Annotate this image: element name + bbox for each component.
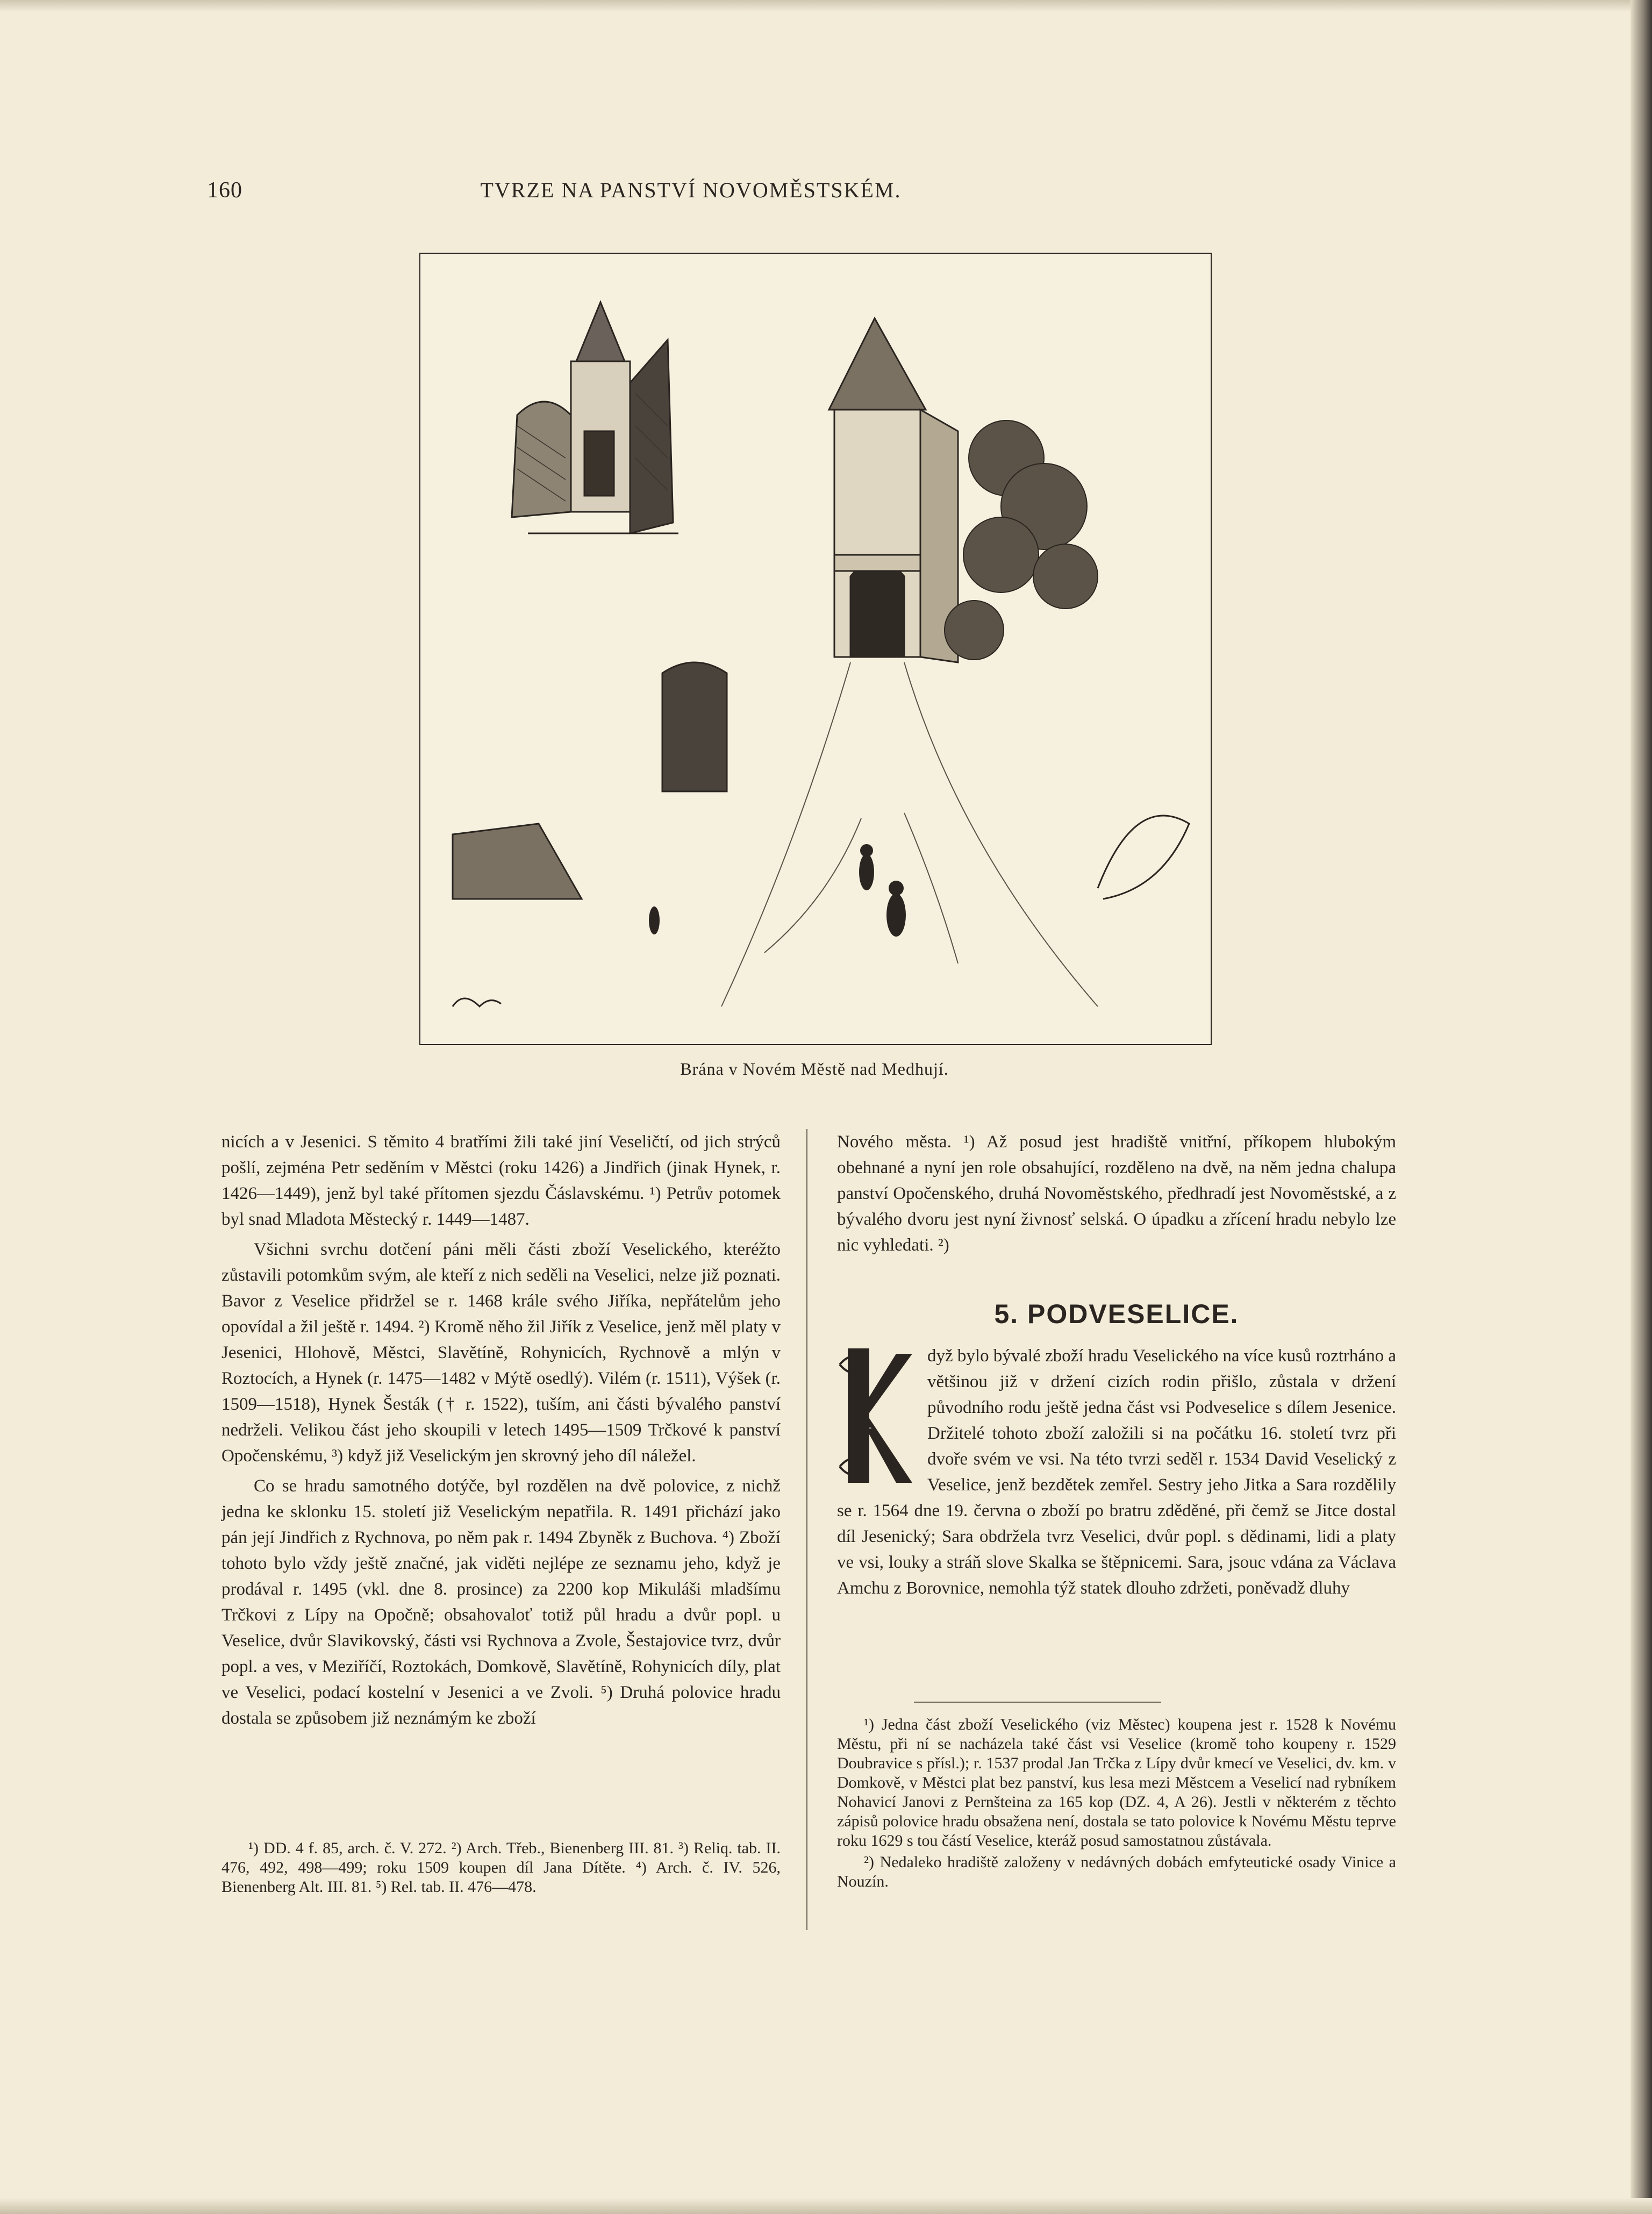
paragraph: nicích a v Jesenici. S těmito 4 bratřími žili také jiní Veseličtí, od jich strýců pošlí, zejména Petr seděním v Městci (roku 1426) a Jindřich (jinak Hynek, r. 1426—1449), jenž byl také přítomen sjezdu Čáslavskému. ¹) Petrův potomek byl snad Mladota Městecký r. 1449—1487. [221, 1132, 781, 1229]
page-header [207, 177, 1046, 210]
page-gutter [1630, 0, 1652, 2214]
footnote-rule [914, 1702, 1161, 1703]
page-top-edge [0, 0, 1652, 12]
gate-engraving-icon [420, 254, 1211, 1044]
paragraph: dyž bylo bývalé zboží hradu Veselického na více kusů roztrháno a většinou již v držení cizích rodin přišlo, zůstala v držení původního rodu ještě jedna část vsi Podveselice s dílem Jesenice. Držitelé tohoto zboží založili si na počátku 16. století tvrz při dvoře svém ve vsi. Na této tvrzi seděl r. 1534 David Veselický z Veselice, jenž bezdětek zemřel. Sestry jeho Jitka a Sara rozdělily se r. 1564 dne 19. června o zboží po bratru zděděné, při čemž se Jitce dostal díl Jesenický; Sara obdržela tvrz Veselici, dvůr popl. s dědinami, lidi a platy ve vsi, louky a stráň slove Skalka se štěpnicemi. Sara, jsouc vdána za Václava Amchu z Borovnice, nemohla týž statek dlouho zdržeti, poněvadž dluhy [837, 1346, 1396, 1598]
footnote: ¹) DD. 4 f. 85, arch. č. V. 272. ²) Arch. Třeb., Bienenberg III. 81. ³) Reliq. tab. II. 476, 492, 498—499; roku 1509 koupen díl Jana Dítěte. ⁴) Arch. č. IV. 526, Bienenberg Alt. III. 81. ⁵) Rel. tab. II. 476—478. [221, 1839, 781, 1896]
paragraph: Nového města. ¹) Až posud jest hradiště vnitřní, příkopem hlubokým obehnané a nyní jen role obsahující, rozděleno na dvě, na něm jedna chalupa panství Opočenského, druhá Novoměstského, předhradí jest Novoměstské, a z bývalého dvoru jest nyní živnosť selská. O úpadku a zřícení hradu nebylo lze nic vyhledati. ²) [837, 1132, 1396, 1255]
page-bottom-edge [0, 2198, 1652, 2214]
left-footnotes [221, 1839, 781, 1899]
running-title: TVRZE NA PANSTVÍ NOVOMĚSTSKÉM. [480, 178, 902, 202]
dropcap-letter: K [869, 1427, 872, 1430]
paragraph: Všichni svrchu dotčení páni měli části zboží Veselického, kteréžto zůstavili potomkům svým, ale kteří z nich seděli na Veselici, nelze již poznati. Bavor z Veselice přidržel se r. 1468 krále svého Jiříka, nepřátelům jeho opovídal a žil ještě r. 1494. ²) Kromě něho žil Jiřík z Veselice, jenž měl platy v Jesenici, Hlohově, Městci, Slavětíně, Rohynicích, Rychnově a mlýn v Roztocích, a Hynek (r. 1475—1482 v Mýtě osedlý). Vilém (r. 1511), Výšek (r. 1509—1518), Hynek Šesták († r. 1522), tuším, ani části bývalého panství nedrželi. Velikou část jeho skoupili v letech 1495—1509 Trčkové k panství Opočenskému, ³) když již Veselickým jen skrovný jeho díl náležel. [221, 1240, 781, 1466]
right-column [837, 1129, 1396, 1605]
figure-caption: Brána v Novém Městě nad Medhují. [680, 1059, 949, 1079]
footnote: ²) Nedaleko hradiště založeny v nedávných dobách emfyteutické osady Vinice a Nouzín. [837, 1853, 1396, 1890]
column-divider [806, 1129, 807, 1930]
left-column [221, 1129, 781, 1736]
section-heading: 5. PODVESELICE. [994, 1299, 1239, 1329]
page-number: 160 [207, 178, 242, 203]
right-footnotes [837, 1715, 1396, 1894]
engraving-illustration [419, 253, 1212, 1045]
ornamental-initial-icon [837, 1343, 918, 1488]
footnote: ¹) Jedna část zboží Veselického (viz Městec) koupena jest r. 1528 k Novému Městu, při ní se nacházela také část vsi Veselice (kromě toho koupeny r. 1529 Doubravice s přísl.); r. 1537 prodal Jan Trčka z Lípy dvůr kmecí ve Veselici, dv. km. v Domkově, v Městci plat bez panství, kus lesa mezi Městcem a Veselicí nad rybníkem Nohavicí Janovi z Pernšteina za 165 kop (DZ. 4, A 26). Jestli v některém z těchto zápisů polovice hradu obsažena není, dostala se tato polovice k Novému Městu teprve roku 1629 s tou částí Veselice, kteráž posud samostatnou zůstávala. [837, 1716, 1396, 1849]
paragraph: Co se hradu samotného dotýče, byl rozdělen na dvě polovice, z nichž jedna ke sklonku 15. století již Veselickým nepatřila. R. 1491 přichází jako pán její Jindřich z Rychnova, po něm pak r. 1494 Zbyněk z Buchova. ⁴) Zboží tohoto bylo vždy ještě značné, jak viděti nejlépe ze seznamu jeho, když je prodával r. 1495 (vkl. dne 8. prosince) za 2200 kop Mikuláši mladšímu Trčkovi z Lípy na Opočně; obsahovaloť totiž půl hradu a dvůr popl. u Veselice, dvůr Slavikovský, části vsi Rychnova a Zvole, Šestajovice tvrz, dvůr popl. a ves, v Meziříčí, Roztokách, Domkově, Slavětíně, Rohynicích díly, plat ve Veselici, podací kostelní v Jesenici a ve Zvoli. ⁵) Druhá polovice hradu dostala se způsobem již neznámým ke zboží [221, 1476, 781, 1728]
initial-paragraph [837, 1343, 1396, 1601]
